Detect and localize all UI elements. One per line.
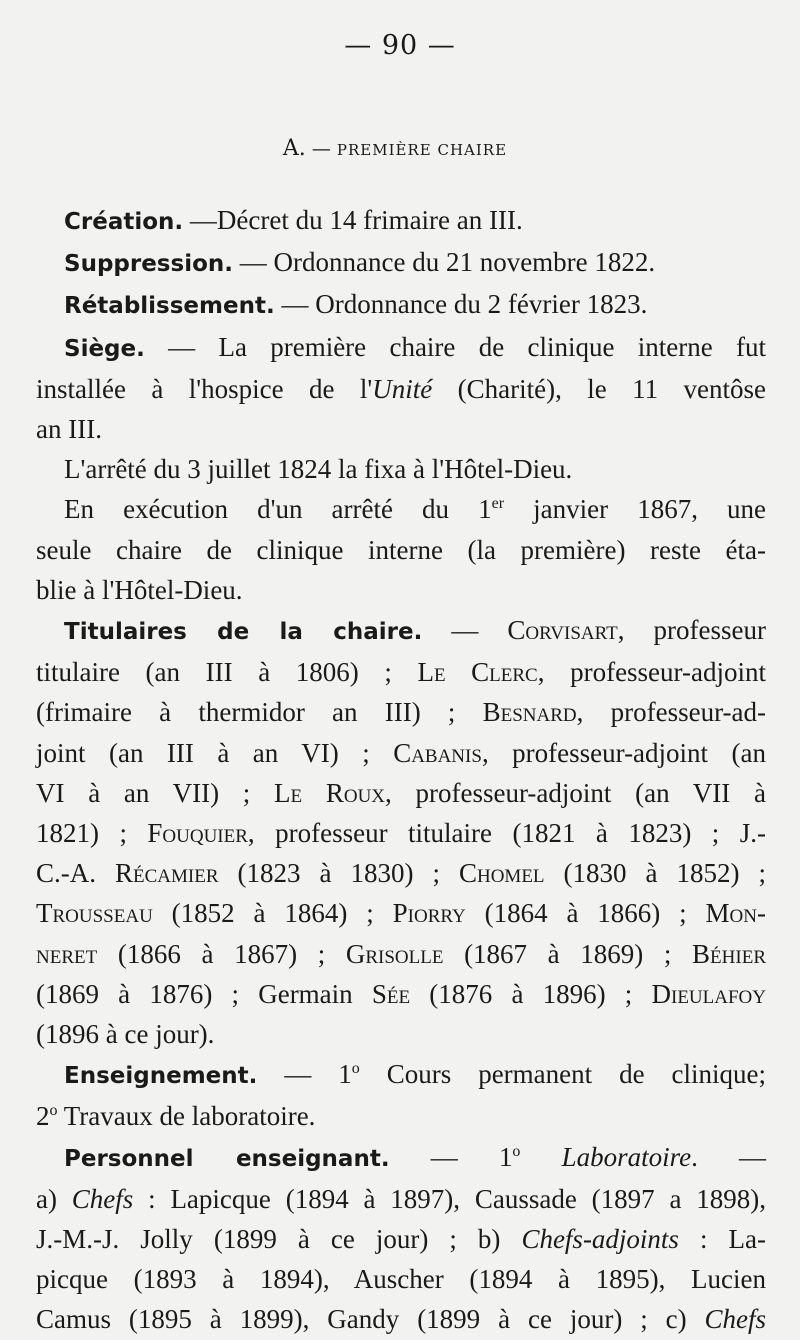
text-line: (1896 à ce jour). (36, 1019, 215, 1050)
text-line (36, 242, 766, 284)
run-heading: Personnel enseignant. (64, 1145, 390, 1172)
text-line: C.-A. Récamier (1823 à 1830) ; Chomel (1830 à 1852) ; (36, 858, 767, 889)
text-line: 2$^o$ Travaux de laboratoire. (36, 1101, 316, 1132)
text-line: blie à l'Hôtel-Dieu. (36, 574, 243, 605)
text-line: joint (an III à an VI) ; Cabanis, professeur-adjoint (an (36, 737, 766, 768)
text-line: installée à l'hospice de l'Unité (Charité), le 11 ventôse (36, 373, 766, 404)
text-line (36, 284, 766, 326)
text-line: Trousseau (1852 à 1864) ; Piorry (1864 à 1866) ; Mon- (36, 898, 766, 929)
run-heading: Siège. (64, 335, 145, 362)
run-text: — Ordonnance du 2 février 1823. (281, 289, 648, 320)
run-heading: Enseignement. (64, 1063, 258, 1090)
text-line: J.-M.-J. Jolly (1899 à ce jour) ; b) Chefs-adjoints : La- (36, 1224, 766, 1255)
run-text: — La première chaire de clinique interne fut (168, 331, 766, 362)
text-line (36, 1137, 766, 1179)
text-line: titulaire (an III à 1806) ; Le Clerc, professeur-adjoint (36, 657, 766, 688)
run-text: — 1$^o$ Laboratoire. — (430, 1141, 767, 1172)
text-line (36, 610, 766, 652)
text-line: Camus (1895 à 1899), Gandy (1899 à ce jour) ; c) Chefs (36, 1304, 766, 1335)
text-line: (frimaire à thermidor an III) ; Besnard, professeur-ad- (36, 697, 767, 728)
section-title: PREMIÈRE CHAIRE (336, 141, 508, 159)
text-line: picque (1893 à 1894), Auscher (1894 à 1895), Lucien (36, 1264, 766, 1295)
text-line (36, 1054, 766, 1096)
text-line: (1869 à 1876) ; Germain Sée (1876 à 1896) ; Dieulafoy (36, 978, 766, 1009)
text-line: L'arrêté du 3 juillet 1824 la fixa à l'Hôtel-Dieu. (64, 454, 573, 485)
text-line (36, 200, 766, 242)
run-heading: Création. (64, 209, 184, 235)
section-dash: — (311, 138, 331, 160)
run-text: — 1$^o$ Cours permanent de clinique; (284, 1059, 766, 1090)
text-line: VI à an VII) ; Le Roux, professeur-adjoint (an VII à (36, 777, 766, 808)
page-number: — 90 — (344, 30, 456, 61)
run-heading: Rétablissement. (64, 293, 275, 320)
run-heading: Suppression. (64, 251, 233, 278)
text-line: an III. (36, 414, 102, 445)
text-line: a) Chefs : Lapicque (1894 à 1897), Caussade (1897 a 1898), (36, 1183, 766, 1214)
body-text (36, 200, 766, 1340)
section-heading (0, 136, 790, 161)
text-line: En exécution d'un arrêté du 1er janvier 1867, une (64, 494, 767, 525)
text-line: 1821) ; Fouquier, professeur titulaire (1821 à 1823) ; J.- (36, 818, 766, 849)
text-line: seule chaire de clinique interne (la première) reste éta- (36, 534, 766, 565)
text-line (36, 327, 766, 369)
run-text: — Ordonnance du 21 novembre 1822. (239, 247, 656, 278)
section-letter: A. (282, 136, 306, 161)
run-heading: Titulaires de la chaire. (64, 619, 423, 646)
run-text: — Corvisart, professeur (451, 615, 767, 646)
text-line: neret (1866 à 1867) ; Grisolle (1867 à 1869) ; Béhier (36, 938, 766, 969)
run-text: —Décret du 14 frimaire an III. (189, 205, 523, 235)
